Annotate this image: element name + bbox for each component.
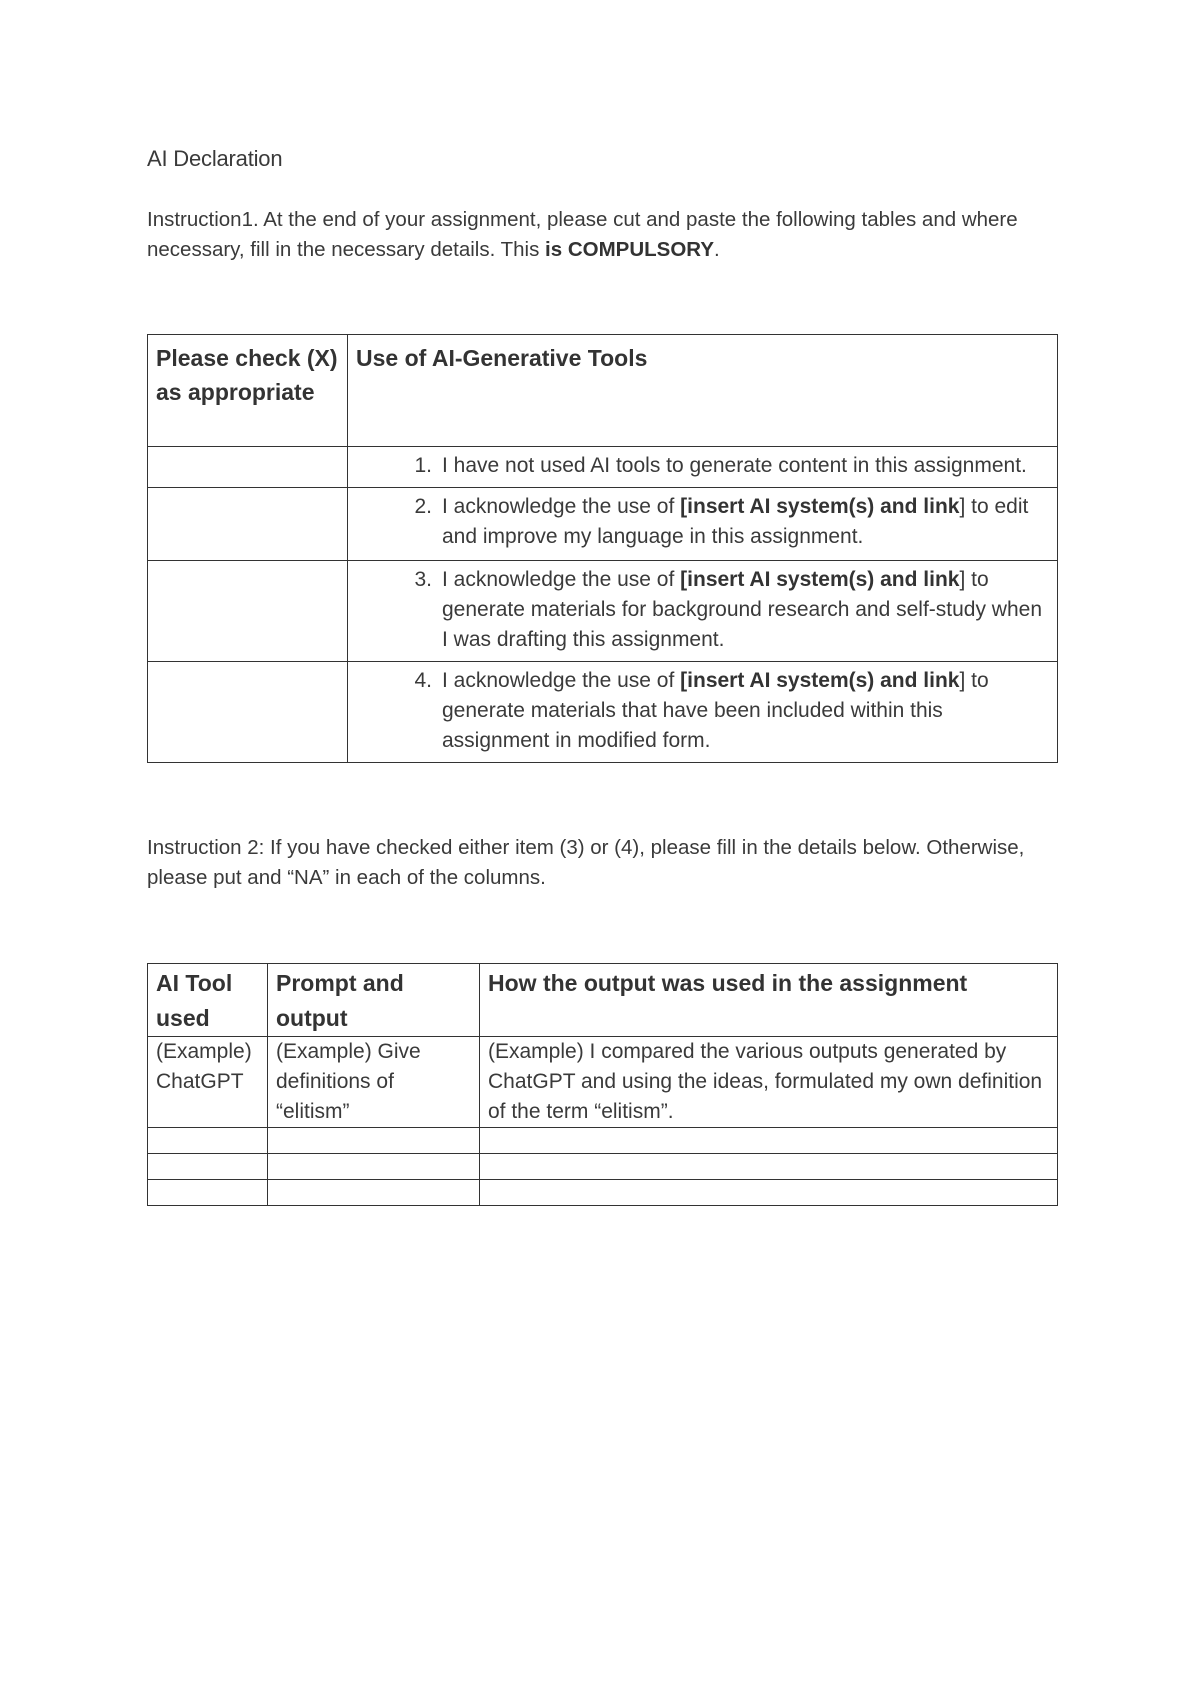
item-text-end: ] to generate materials for background research and self-study when I was drafting this assignment. [442, 568, 1042, 651]
checklist-item-3 [348, 561, 1058, 662]
checkbox-cell-1[interactable] [148, 447, 348, 488]
table-header-row [148, 335, 1058, 447]
item-text: I acknowledge the use of [442, 495, 681, 518]
table-row [148, 662, 1058, 763]
output-use-column-header: How the output was used in the assignment [480, 964, 1058, 1037]
checklist-item-4 [348, 662, 1058, 763]
table-row [148, 1037, 1058, 1128]
checkbox-cell-4[interactable] [148, 662, 348, 763]
instruction-1 [147, 205, 1052, 265]
item-number: 4. [414, 669, 432, 692]
item-text: I acknowledge the use of [442, 669, 681, 692]
usage-column-header: Use of AI-Generative Tools [348, 335, 1058, 447]
item-text-end: ] to edit and improve my language in this assignment. [442, 495, 1029, 548]
item-placeholder: [insert AI system(s) and link [680, 495, 960, 518]
prompt-column-header: Prompt and output [268, 964, 480, 1037]
ai-tools-checklist-table [147, 334, 1058, 763]
instruction-1-suffix: . [714, 238, 720, 261]
table-row [148, 447, 1058, 488]
tool-cell[interactable] [148, 1154, 268, 1180]
item-number: 2. [414, 495, 432, 518]
usage-cell[interactable] [480, 1154, 1058, 1180]
check-column-header: Please check (X) as appropriate [148, 335, 348, 447]
usage-cell[interactable] [480, 1128, 1058, 1154]
checklist-item-2 [348, 488, 1058, 561]
page-title: AI Declaration [147, 146, 283, 171]
example-prompt-cell: (Example) Give definitions of “elitism” [268, 1037, 480, 1128]
item-number: 1. [414, 454, 432, 477]
checkbox-cell-3[interactable] [148, 561, 348, 662]
item-number: 3. [414, 568, 432, 591]
table-row [148, 488, 1058, 561]
tool-column-header: AI Tool used [148, 964, 268, 1037]
table-row [148, 561, 1058, 662]
instruction-1-text: Instruction1. At the end of your assignment, please cut and paste the following tables and where necessary, fill in the necessary details. This [147, 208, 1018, 261]
usage-cell[interactable] [480, 1180, 1058, 1206]
item-text-end: ] to generate materials that have been included within this assignment in modified form. [442, 669, 989, 752]
item-text: I acknowledge the use of [442, 568, 681, 591]
tool-cell[interactable] [148, 1180, 268, 1206]
table-row [148, 1128, 1058, 1154]
instruction-1-emphasis: is COMPULSORY [545, 238, 714, 261]
item-placeholder: [insert AI system(s) and link [680, 669, 960, 692]
checkbox-cell-2[interactable] [148, 488, 348, 561]
example-tool-cell: (Example) ChatGPT [148, 1037, 268, 1128]
checklist-item-1 [348, 447, 1058, 488]
tool-cell[interactable] [148, 1128, 268, 1154]
item-text: I have not used AI tools to generate content in this assignment. [442, 454, 1027, 477]
instruction-2: Instruction 2: If you have checked either item (3) or (4), please fill in the details below. Otherwise, please put and “NA” in each of the columns. [147, 836, 1025, 889]
item-placeholder: [insert AI system(s) and link [680, 568, 960, 591]
table-row [148, 1180, 1058, 1206]
table-row [148, 1154, 1058, 1180]
example-usage-cell: (Example) I compared the various outputs generated by ChatGPT and using the ideas, formulated my own definition of the term “elitism”. [480, 1037, 1058, 1128]
table-header-row [148, 964, 1058, 1037]
ai-usage-details-table [147, 963, 1058, 1206]
prompt-cell[interactable] [268, 1128, 480, 1154]
prompt-cell[interactable] [268, 1180, 480, 1206]
prompt-cell[interactable] [268, 1154, 480, 1180]
